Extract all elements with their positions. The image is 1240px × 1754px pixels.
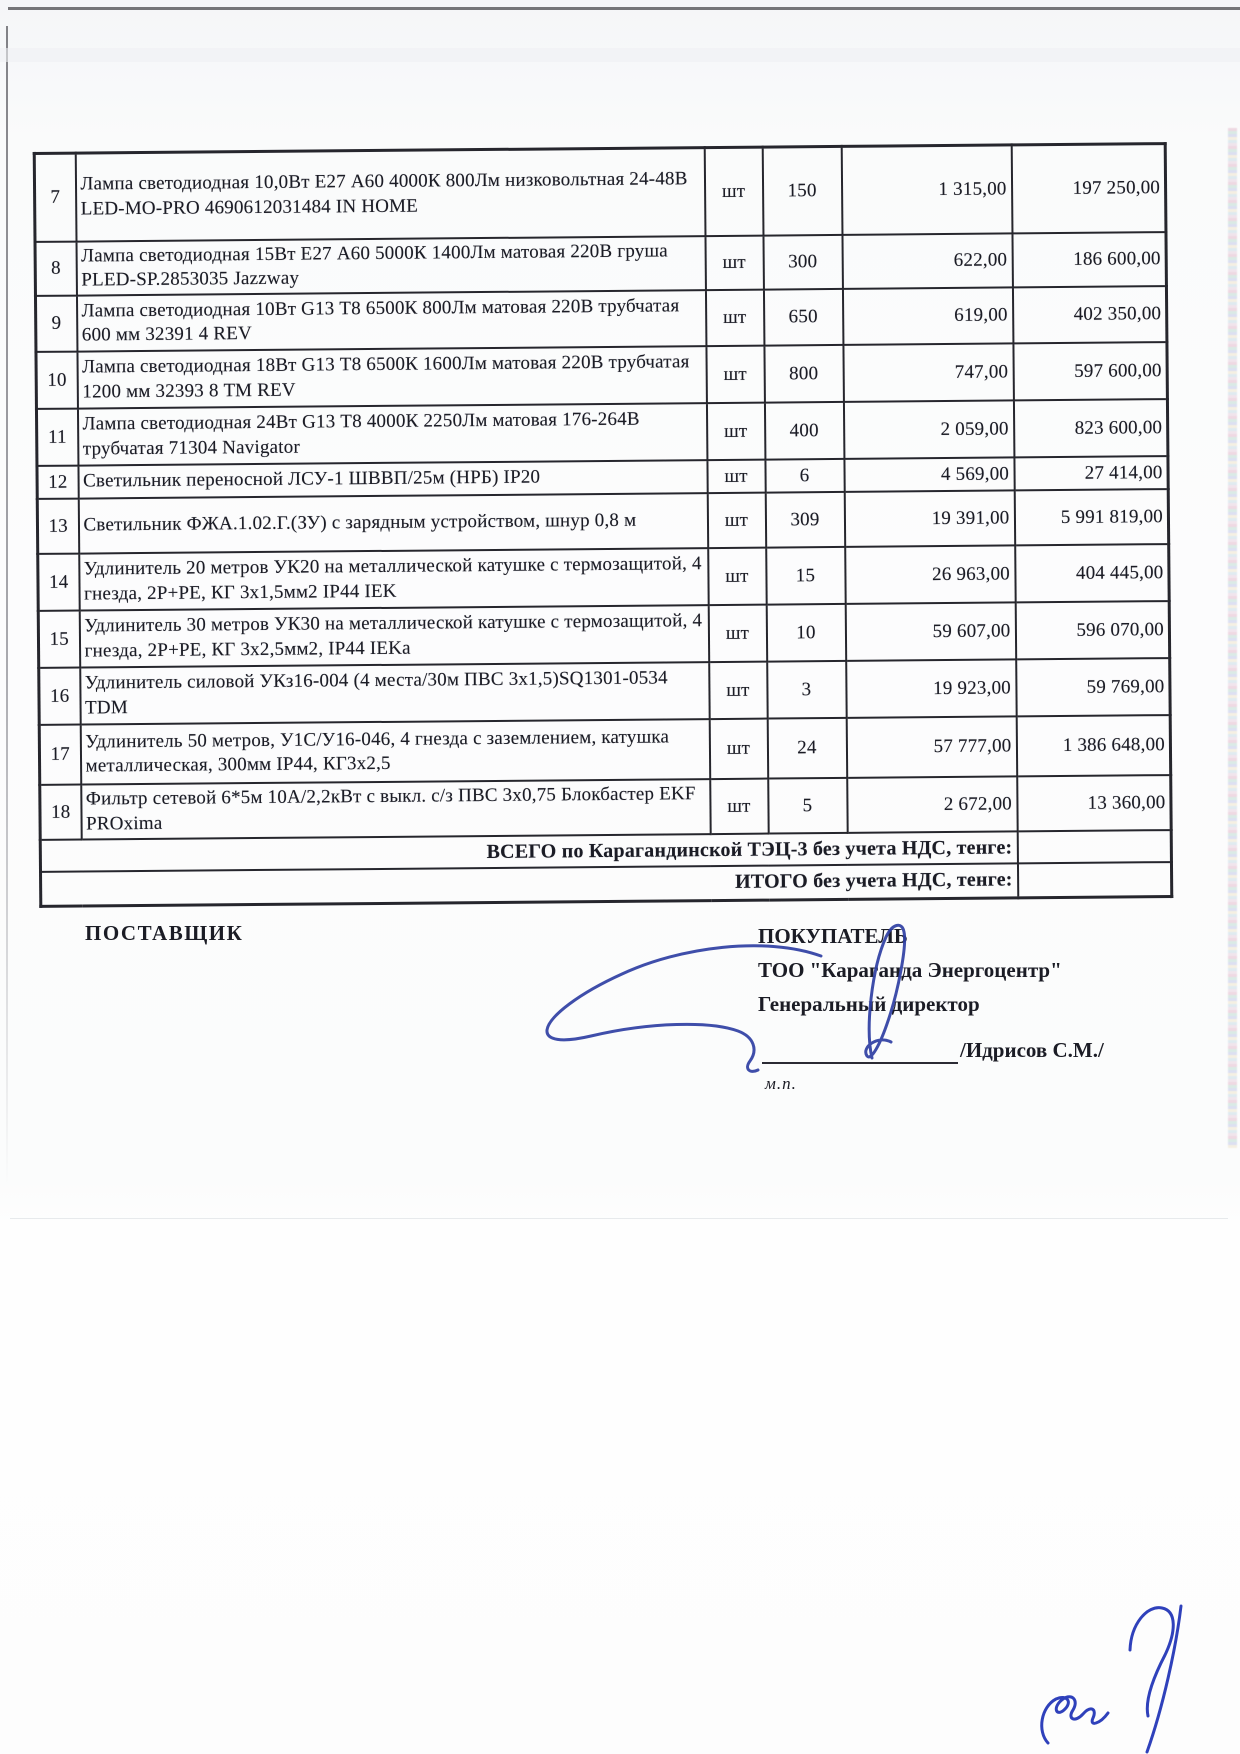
items-table-body (34, 144, 1172, 906)
item-unit-cell: шт (706, 346, 764, 404)
item-unit-price-cell: 4 569,00 (844, 458, 1014, 492)
item-unit-price-cell: 57 777,00 (846, 717, 1017, 778)
item-total-cell: 59 769,00 (1016, 658, 1170, 716)
totals-value-cell (1017, 862, 1171, 897)
item-number-cell: 14 (38, 554, 79, 611)
item-quantity-cell: 400 (764, 402, 843, 460)
item-description-cell: Лампа светодиодная 10,0Вт Е27 А60 4000К 800Лм низковольтная 24-48В LED-MO-PRO 4690612031484 IN HOME (75, 148, 705, 241)
item-total-cell: 1 386 648,00 (1016, 715, 1171, 776)
item-unit-price-cell: 59 607,00 (845, 603, 1015, 661)
item-number-cell: 12 (37, 466, 78, 499)
item-total-cell: 823 600,00 (1013, 399, 1167, 457)
item-unit-price-cell: 2 672,00 (847, 777, 1017, 833)
totals-label-cell: ИТОГО без учета НДС, тенге: (41, 864, 1018, 907)
page-corner-scribble-ink (1042, 1697, 1108, 1743)
item-quantity-cell: 800 (764, 345, 843, 403)
item-number-cell: 18 (40, 785, 81, 840)
item-total-cell: 5 991 819,00 (1014, 489, 1168, 545)
item-number-cell: 10 (36, 352, 77, 409)
item-unit-cell: шт (708, 605, 766, 663)
item-unit-price-cell: 26 963,00 (845, 546, 1015, 604)
item-description-cell: Светильник переносной ЛСУ-1 ШВВП/25м (НРБ) IP20 (78, 460, 707, 498)
item-quantity-cell: 150 (762, 146, 842, 235)
item-quantity-cell: 24 (767, 718, 847, 779)
item-number-cell: 11 (36, 409, 77, 466)
seal-placeholder: м.п. (765, 1074, 797, 1093)
item-row (38, 601, 1169, 668)
item-number-cell: 9 (35, 296, 76, 352)
item-description-cell: Светильник ФЖА.1.02.Г.(ЗУ) с зарядным устройством, шнур 0,8 м (78, 493, 707, 553)
item-quantity-cell: 650 (763, 289, 842, 346)
item-unit-cell: шт (707, 493, 765, 549)
item-total-cell: 402 350,00 (1012, 286, 1166, 343)
buyer-label: ПОКУПАТЕЛЬ (758, 924, 908, 948)
scan-light-band (0, 48, 1240, 62)
items-table (33, 142, 1174, 907)
item-total-cell: 197 250,00 (1011, 144, 1166, 233)
item-total-cell: 27 414,00 (1014, 456, 1168, 490)
item-total-cell: 597 600,00 (1013, 342, 1167, 400)
item-number-cell: 8 (35, 241, 76, 296)
item-unit-price-cell: 747,00 (843, 344, 1013, 402)
item-unit-cell: шт (707, 460, 765, 494)
item-quantity-cell: 15 (766, 547, 845, 605)
item-number-cell: 17 (39, 725, 81, 785)
item-unit-cell: шт (708, 548, 766, 606)
item-unit-cell: шт (709, 662, 767, 720)
item-total-cell: 13 360,00 (1017, 775, 1171, 831)
page-fold-line (10, 1218, 1228, 1219)
item-description-cell: Лампа светодиодная 15Вт Е27 А60 5000К 1400Лм матовая 220В груша PLED-SP.2853035 Jazzway (76, 236, 705, 296)
item-row (37, 489, 1168, 554)
item-row (36, 399, 1167, 466)
supplier-label: ПОСТАВЩИК (85, 921, 244, 945)
buyer-company: ТОО "Караганда Энергоцентр" (758, 958, 1062, 982)
item-description-cell: Удлинитель 20 метров УК20 на металлической катушке с термозащитой, 4 гнезда, 2Р+РЕ, КГ 3х1,5мм2 IP44 IEK (79, 548, 708, 610)
item-quantity-cell: 300 (763, 234, 842, 289)
item-unit-cell: шт (705, 235, 763, 290)
item-description-cell: Лампа светодиодная 24Вт G13 Т8 4000К 2250Лм матовая 176-264В трубчатая 71304 Navigator (77, 403, 706, 465)
scan-edge-left (6, 26, 8, 1186)
item-row (35, 286, 1166, 352)
item-unit-cell: шт (710, 779, 768, 835)
item-description-cell: Удлинитель 30 метров УК30 на металлической катушке с термозащитой, 4 гнезда, 2Р+РЕ, КГ 3х2,5мм2, IP44 IEKа (79, 605, 708, 667)
item-row (39, 715, 1170, 785)
item-total-cell: 404 445,00 (1015, 544, 1169, 602)
item-number-cell: 13 (37, 499, 78, 554)
page-corner-paraph-ink (1130, 1608, 1173, 1716)
item-row (35, 232, 1166, 296)
item-description-cell: Лампа светодиодная 18Вт G13 Т8 6500К 1600Лм матовая 220В трубчатая 1200 мм 32393 8 ТМ REV (77, 346, 706, 408)
item-number-cell: 7 (34, 153, 76, 241)
item-total-cell: 186 600,00 (1012, 232, 1166, 288)
item-unit-price-cell: 619,00 (842, 288, 1012, 345)
buyer-title: Генеральный директор (758, 992, 980, 1016)
item-unit-cell: шт (706, 403, 764, 461)
item-unit-price-cell: 19 391,00 (844, 491, 1014, 547)
item-number-cell: 15 (38, 611, 79, 668)
item-unit-price-cell: 19 923,00 (846, 660, 1016, 718)
scan-edge-noise (1228, 128, 1237, 1148)
totals-value-cell (1017, 830, 1171, 863)
item-unit-cell: шт (705, 290, 763, 347)
item-quantity-cell: 5 (768, 778, 847, 834)
page-corner-paraph-descender-ink (1147, 1606, 1181, 1752)
item-unit-price-cell: 622,00 (842, 233, 1012, 289)
item-total-cell: 596 070,00 (1015, 601, 1169, 659)
item-row (36, 342, 1167, 409)
item-description-cell: Фильтр сетевой 6*5м 10А/2,2кВт с выкл. с/з ПВС 3х0,75 Блокбастер EKF PROxima (81, 779, 710, 839)
item-quantity-cell: 10 (766, 604, 845, 662)
item-unit-cell: шт (704, 147, 763, 236)
item-quantity-cell: 309 (765, 492, 844, 548)
item-description-cell: Лампа светодиодная 10Вт G13 Т8 6500К 800Лм матовая 220В трубчатая 600 мм 32391 4 REV (76, 290, 705, 351)
item-unit-cell: шт (709, 719, 768, 780)
scan-edge-top (8, 7, 1240, 10)
item-number-cell: 16 (39, 668, 80, 725)
item-row (38, 544, 1169, 611)
item-quantity-cell: 3 (767, 661, 846, 719)
signature-line (762, 1062, 958, 1064)
item-row (39, 658, 1170, 725)
signature-name: /Идрисов С.М./ (960, 1038, 1104, 1062)
totals-label-cell: ВСЕГО по Карагандинской ТЭЦ-3 без учета НДС, тенге: (40, 832, 1017, 873)
item-unit-price-cell: 2 059,00 (843, 401, 1013, 459)
item-description-cell: Удлинитель 50 метров, У1С/У16-046, 4 гнезда с заземлением, катушка металлическая, 300мм IP44, КГ3х2,5 (80, 719, 709, 784)
buyer-block (758, 919, 1062, 1021)
item-quantity-cell: 6 (765, 459, 844, 493)
item-unit-price-cell: 1 315,00 (841, 145, 1012, 234)
item-row (40, 775, 1171, 840)
item-description-cell: Удлинитель силовой УКз16-004 (4 места/30м ПВС 3х1,5)SQ1301-0534 TDM (80, 662, 709, 724)
item-row (34, 144, 1166, 242)
